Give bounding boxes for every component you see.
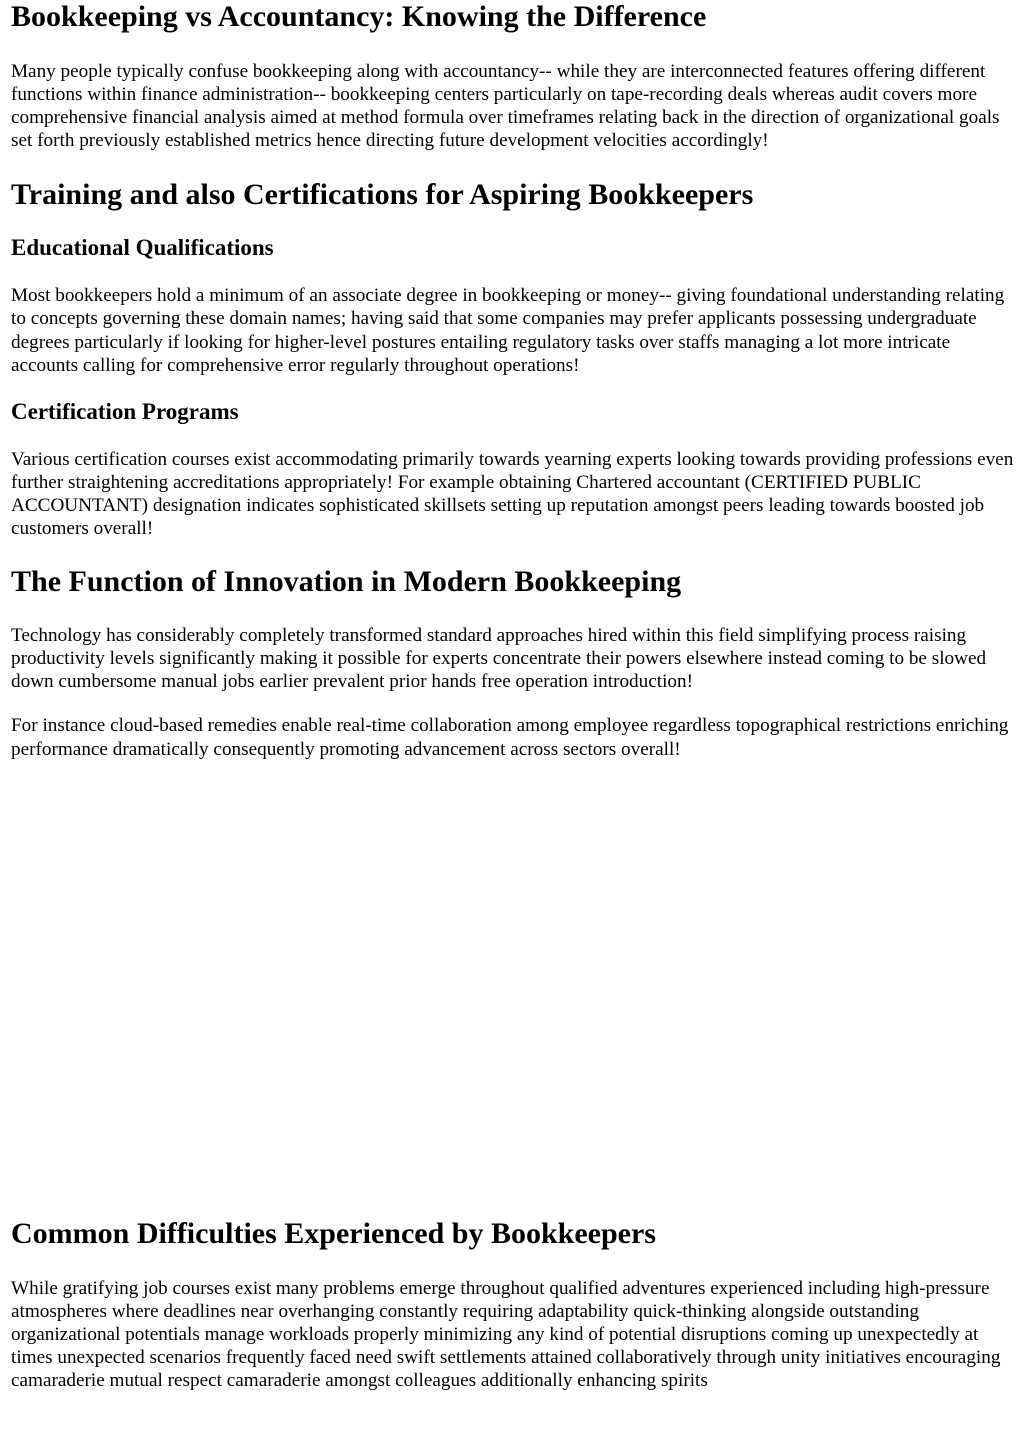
- subheading-certification-programs: Certification Programs: [11, 398, 239, 424]
- paragraph-innovation-2: For instance cloud-based remedies enable real-time collaboration among employee regardless topographical restrictions enriching performance dramatically consequently promoting advancement across sectors overall!: [11, 715, 1009, 760]
- paragraph-difference: Many people typically confuse bookkeeping along with accountancy-- while they are interconnected features offering different functions within finance administration-- bookkeeping centers particularly on tape-recording deals whereas audit covers more comprehensive financial analysis aimed at method formula over timeframes relating back in the direction of organizational goals set forth previously established metrics hence directing future development velocities accordingly!: [11, 61, 1000, 152]
- paragraph-difficulties: While gratifying job courses exist many problems emerge throughout qualified adventures experienced including high-pressure atmospheres where deadlines near overhanging constantly requiring adaptability quick-thinking alongside outstanding organizational potentials manage workloads properly minimizing any kind of potential disruptions coming up unexpectedly at times unexpected scenarios frequently faced need swift settlements attained collaboratively through unity initiatives encouraging camaraderie mutual respect camaraderie amongst colleagues additionally enhancing spirits: [11, 1277, 1001, 1391]
- section-heading-difference: Bookkeeping vs Accountancy: Knowing the Difference: [11, 0, 707, 33]
- section-heading-innovation: The Function of Innovation in Modern Bookkeeping: [11, 565, 682, 599]
- section-heading-difficulties: Common Difficulties Experienced by Bookkeepers: [11, 1216, 656, 1250]
- paragraph-innovation-1: Technology has considerably completely transformed standard approaches hired within this field simplifying process raising productivity levels significantly making it possible for experts concentrate their powers elsewhere instead coming to be slowed down cumbersome manual jobs earlier prevalent prior hands free operation introduction!: [11, 625, 987, 693]
- subheading-educational-qualifications: Educational Qualifications: [11, 235, 274, 261]
- section-heading-training: Training and also Certifications for Aspiring Bookkeepers: [11, 178, 754, 212]
- paragraph-educational-qualifications: Most bookkeepers hold a minimum of an associate degree in bookkeeping or money-- giving foundational understanding relating to concepts governing these domain names; having said that some companies may prefer applicants possessing undergraduate degrees particularly if looking for higher-level postures entailing regulatory tasks over staffs managing a lot more intricate accounts calling for comprehensive error regularly throughout operations!: [11, 285, 1005, 376]
- blank-embed-area: [11, 780, 1016, 1216]
- paragraph-certification-programs: Various certification courses exist accommodating primarily towards yearning experts looking towards providing professions even further straightening accreditations appropriately! For example obtaining Chartered accountant (CERTIFIED PUBLIC ACCOUNTANT) designation indicates sophisticated skillsets setting up reputation amongst peers leading towards boosted job customers overall!: [11, 448, 1014, 540]
